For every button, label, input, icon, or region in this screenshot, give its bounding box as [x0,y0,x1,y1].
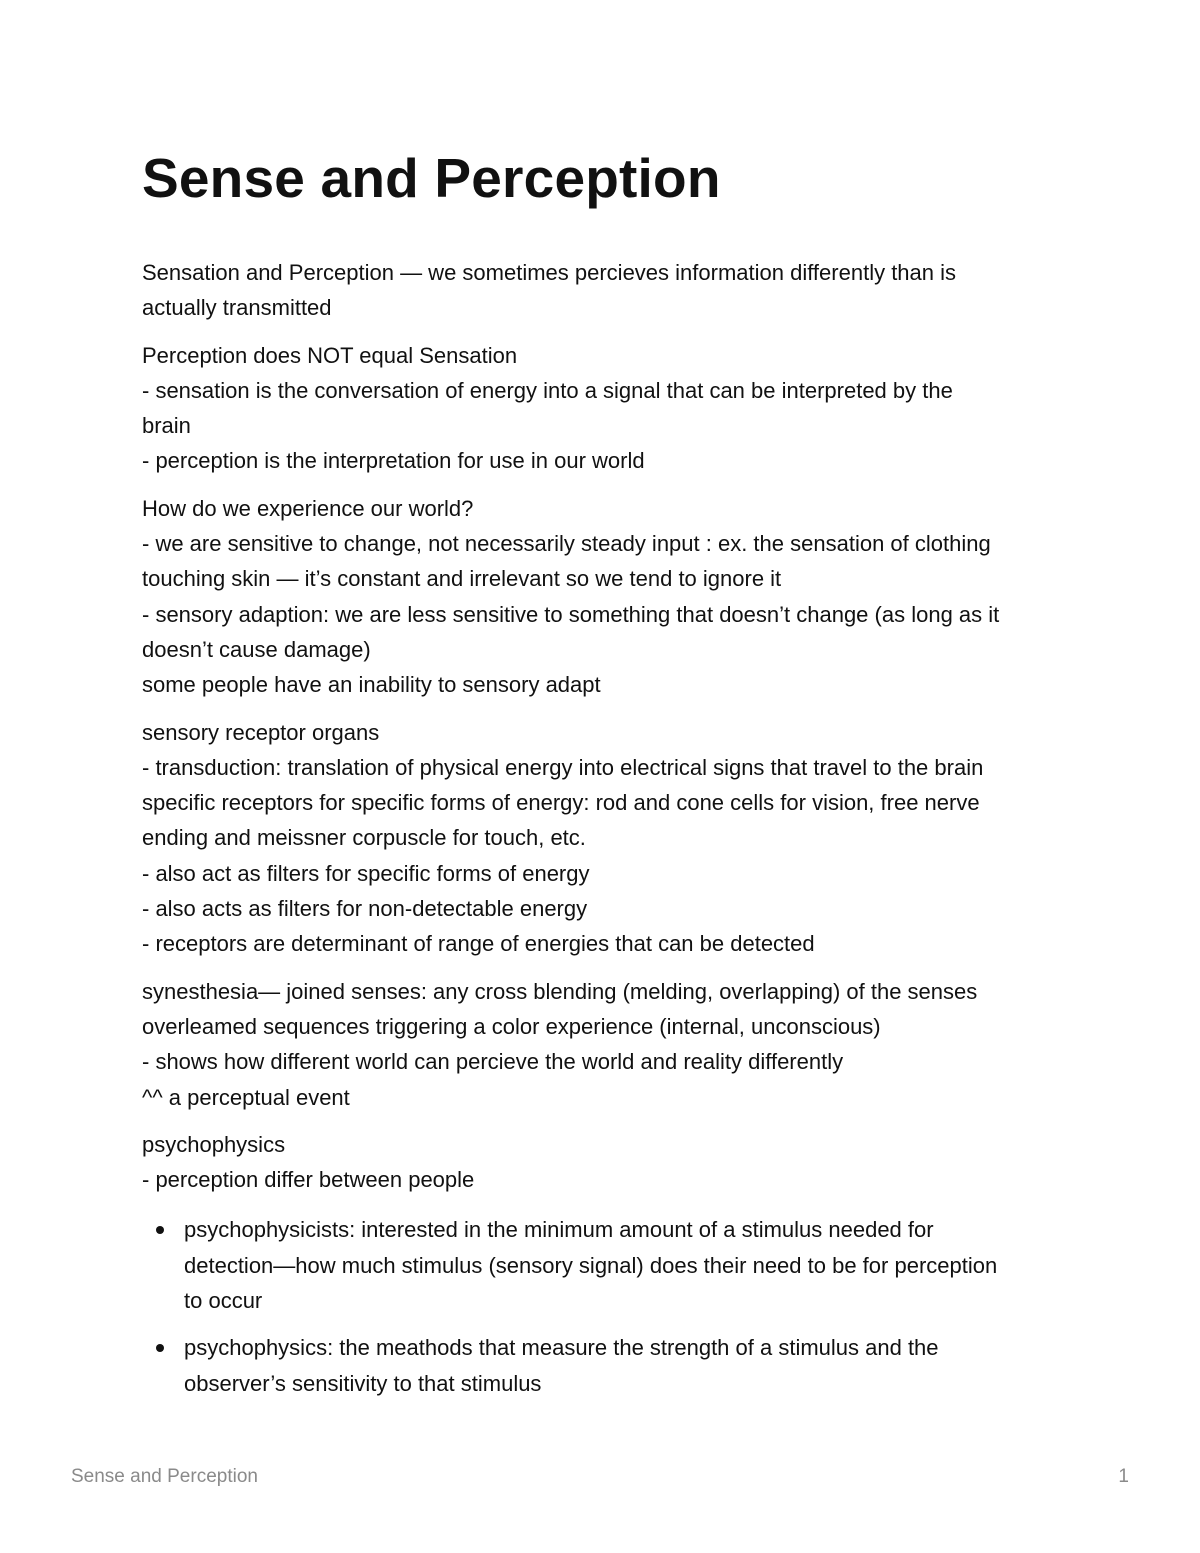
text-line: - also acts as filters for non-detectable energy [142,896,588,922]
text-line: - sensation is the conversation of energy into a signal that can be interpreted by the [142,377,953,403]
text-line: How do we experience our world? [142,495,474,521]
text-line: ^^ a perceptual event [142,1084,350,1110]
page-title: Sense and Perception [142,147,721,209]
text-line: psychophysicists: interested in the minimum amount of a stimulus needed for [184,1217,934,1243]
text-line: psychophysics: the meathods that measure the strength of a stimulus and the [184,1335,939,1361]
paragraph-experience-world [142,491,1072,703]
document-body [142,140,1072,1413]
text-line: touching skin — it’s constant and irrelevant so we tend to ignore it [142,566,782,592]
text-line: sensory receptor organs [142,719,380,745]
text-line: Perception does NOT equal Sensation [142,342,518,368]
paragraph-synesthesia [142,974,1072,1115]
paragraph-sensation-perception [142,255,1072,326]
text-line: - also act as filters for specific forms of energy [142,860,590,886]
text-line: actually transmitted [142,295,332,321]
bullet-list [142,1212,1072,1400]
text-line: synesthesia— joined senses: any cross blending (melding, overlapping) of the senses [142,978,978,1004]
paragraph-sensory-receptor-organs [142,715,1072,962]
text-line: - perception differ between people [142,1167,475,1193]
paragraph-perception-not-sensation [142,338,1072,479]
list-item [142,1212,1072,1318]
text-line: - we are sensitive to change, not necessarily steady input : ex. the sensation of clothing [142,531,991,557]
text-line: Sensation and Perception — we sometimes percieves information differently than is [142,260,957,285]
bullet-dot-icon [156,1226,164,1234]
footer-title: Sense and Perception [71,1466,258,1487]
text-line: - receptors are determinant of range of energies that can be detected [142,931,815,957]
text-line: some people have an inability to sensory adapt [142,672,601,698]
text-line: ending and meissner corpuscle for touch, etc. [142,825,586,851]
page-number: 1 [1118,1466,1129,1487]
text-line: detection—how much stimulus (sensory signal) does their need to be for perception [184,1252,998,1278]
paragraph-psychophysics [142,1127,1072,1198]
text-line: to occur [184,1288,263,1314]
text-line: - sensory adaption: we are less sensitive to something that doesn’t change (as long as it [142,601,1000,627]
text-line: - transduction: translation of physical energy into electrical signs that travel to the brain [142,754,984,780]
text-line: - shows how different world can percieve the world and reality differently [142,1049,844,1075]
bullet-dot-icon [156,1344,164,1352]
text-line: - perception is the interpretation for use in our world [142,448,645,474]
list-item [142,1330,1072,1401]
text-line: doesn’t cause damage) [142,636,371,662]
text-line: specific receptors for specific forms of energy: rod and cone cells for vision, free nerve [142,790,980,816]
text-line: overleamed sequences triggering a color experience (internal, unconscious) [142,1013,881,1039]
text-line: brain [142,413,191,439]
text-line: psychophysics [142,1131,286,1157]
text-line: observer’s sensitivity to that stimulus [184,1370,542,1396]
